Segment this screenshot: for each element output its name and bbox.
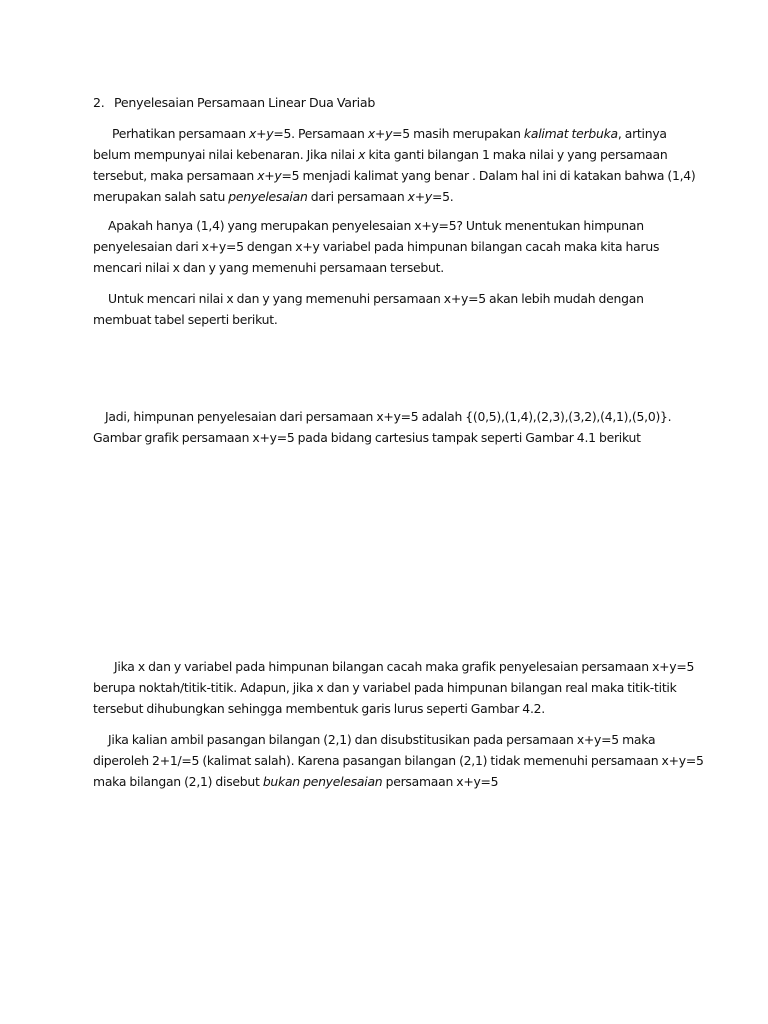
paragraph-4-line-1: Jadi, himpunan penyelesaian dari persamaan x+y=5 adalah {(0,5),(1,4),(2,3),(3,2),(4,1),(5,0)}. [105,409,672,424]
paragraph-3 [93,288,693,330]
paragraph-1 [93,123,696,207]
paragraph-4 [93,406,693,448]
paragraph-1-line-2: belum mempunyai nilai kebenaran. Jika nilai x kita ganti bilangan 1 maka nilai y yang persamaan [93,147,668,162]
section-heading [93,92,693,113]
section-number: 2. [93,95,105,110]
section-title: Penyelesaian Persamaan Linear Dua Variab [114,95,376,110]
paragraph-1-line-4: merupakan salah satu penyelesaian dari persamaan x+y=5. [93,189,454,204]
paragraph-6-line-3: maka bilangan (2,1) disebut bukan penyelesaian persamaan x+y=5 [93,774,499,789]
paragraph-1-line-1: Perhatikan persamaan x+y=5. Persamaan x+y=5 masih merupakan kalimat terbuka, artinya [112,126,667,141]
paragraph-1-line-3: tersebut, maka persamaan x+y=5 menjadi kalimat yang benar . Dalam hal ini di katakan bahwa (1,4) [93,168,696,183]
paragraph-5-line-2: berupa noktah/titik-titik. Adapun, jika x dan y variabel pada himpunan bilangan real maka titik-titik [93,680,677,695]
paragraph-4-line-2: Gambar grafik persamaan x+y=5 pada bidang cartesius tampak seperti Gambar 4.1 berikut [93,430,641,445]
paragraph-3-line-2: membuat tabel seperti berikut. [93,312,278,327]
paragraph-2 [93,215,693,278]
paragraph-3-line-1: Untuk mencari nilai x dan y yang memenuhi persamaan x+y=5 akan lebih mudah dengan [108,291,644,306]
paragraph-2-line-3: mencari nilai x dan y yang memenuhi persamaan tersebut. [93,260,444,275]
paragraph-5 [93,656,693,719]
paragraph-5-line-3: tersebut dihubungkan sehingga membentuk garis lurus seperti Gambar 4.2. [93,701,545,716]
paragraph-6 [93,729,704,792]
paragraph-6-line-2: diperoleh 2+1/=5 (kalimat salah). Karena pasangan bilangan (2,1) tidak memenuhi persamaan x+y=5 [93,753,704,768]
paragraph-6-line-1: Jika kalian ambil pasangan bilangan (2,1) dan disubstitusikan pada persamaan x+y=5 maka [108,732,656,747]
paragraph-2-line-2: penyelesaian dari x+y=5 dengan x+y variabel pada himpunan bilangan cacah maka kita harus [93,239,660,254]
paragraph-5-line-1: Jika x dan y variabel pada himpunan bilangan cacah maka grafik penyelesaian persamaan x+y=5 [114,659,695,674]
paragraph-2-line-1: Apakah hanya (1,4) yang merupakan penyelesaian x+y=5? Untuk menentukan himpunan [108,218,644,233]
